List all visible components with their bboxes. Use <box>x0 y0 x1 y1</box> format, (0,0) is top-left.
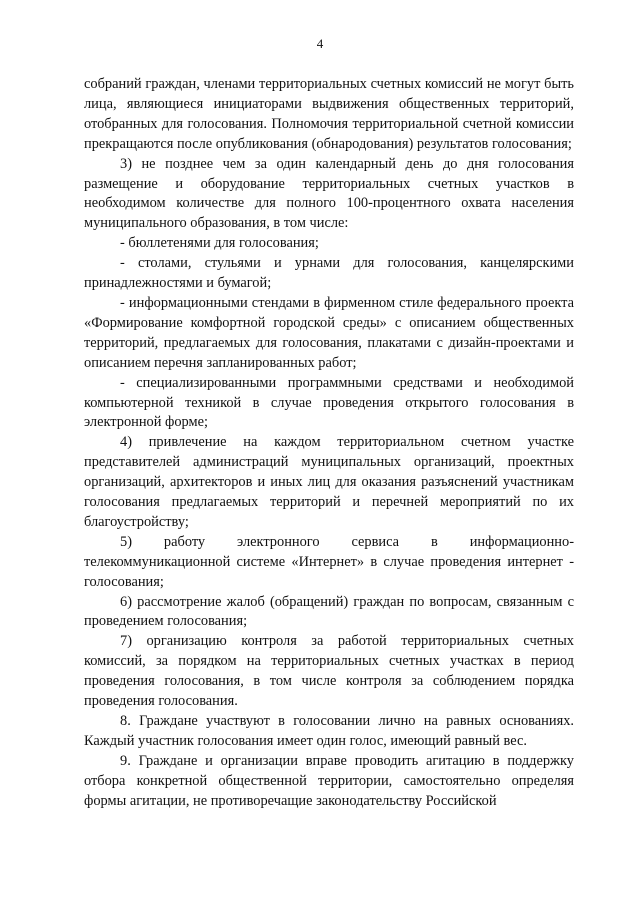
paragraph: 7) организацию контроля за работой территориальных счетных комиссий, за порядком на территориальных счетных участках в период проведения голосования, в том числе контроля за соблюдением порядка проведения голосования. <box>84 633 574 710</box>
paragraph: 9. Граждане и организации вправе проводить агитацию в поддержку отбора конкретной общественной территории, самостоятельно определяя формы агитации, не противоречащие законодательству Российской <box>84 752 574 809</box>
paragraph: - специализированными программными средствами и необходимой компьютерной техникой в случае проведения открытого голосования в электронной форме; <box>84 374 574 431</box>
paragraph: - бюллетенями для голосования; <box>120 235 319 252</box>
document-body <box>84 75 574 812</box>
paragraph: 4) привлечение на каждом территориальном счетном участке представителей администраций муниципальных организаций, проектных организаций, архитекторов и иных лиц для оказания разъяснений участникам голосования предлагаемых территорий и перечней мероприятий по их благоустройству; <box>84 434 574 530</box>
paragraph: - столами, стульями и урнами для голосования, канцелярскими принадлежностями и бумагой; <box>84 255 574 292</box>
paragraph: 3) не позднее чем за один календарный день до дня голосования размещение и оборудование территориальных счетных участков в необходимом количестве для полного 100-процентного охвата населения муниципального образования, в том числе: <box>84 155 574 232</box>
paragraph: 8. Граждане участвуют в голосовании лично на равных основаниях. Каждый участник голосования имеет один голос, имеющий равный вес. <box>84 713 574 749</box>
paragraph: - информационными стендами в фирменном стиле федерального проекта «Формирование комфортной городской среды» с описанием общественных территорий, предлагаемых для голосования, плакатами с дизайн-проектами и описанием перечня запланированных работ; <box>84 294 574 371</box>
paragraph: 6) рассмотрение жалоб (обращений) граждан по вопросам, связанным с проведением голосования; <box>84 593 574 630</box>
page-number: 4 <box>316 36 324 51</box>
paragraph: собраний граждан, членами территориальных счетных комиссий не могут быть лица, являющиеся инициаторами выдвижения общественных территорий, отобранных для голосования. Полномочия территориальной счетной комиссии прекращаются после опубликования (обнародования) результатов голосования; <box>84 76 574 152</box>
paragraph: 5) работу электронного сервиса в информационно-телекоммуникационной системе «Интернет» в случае проведения интернет - голосования; <box>84 533 574 590</box>
